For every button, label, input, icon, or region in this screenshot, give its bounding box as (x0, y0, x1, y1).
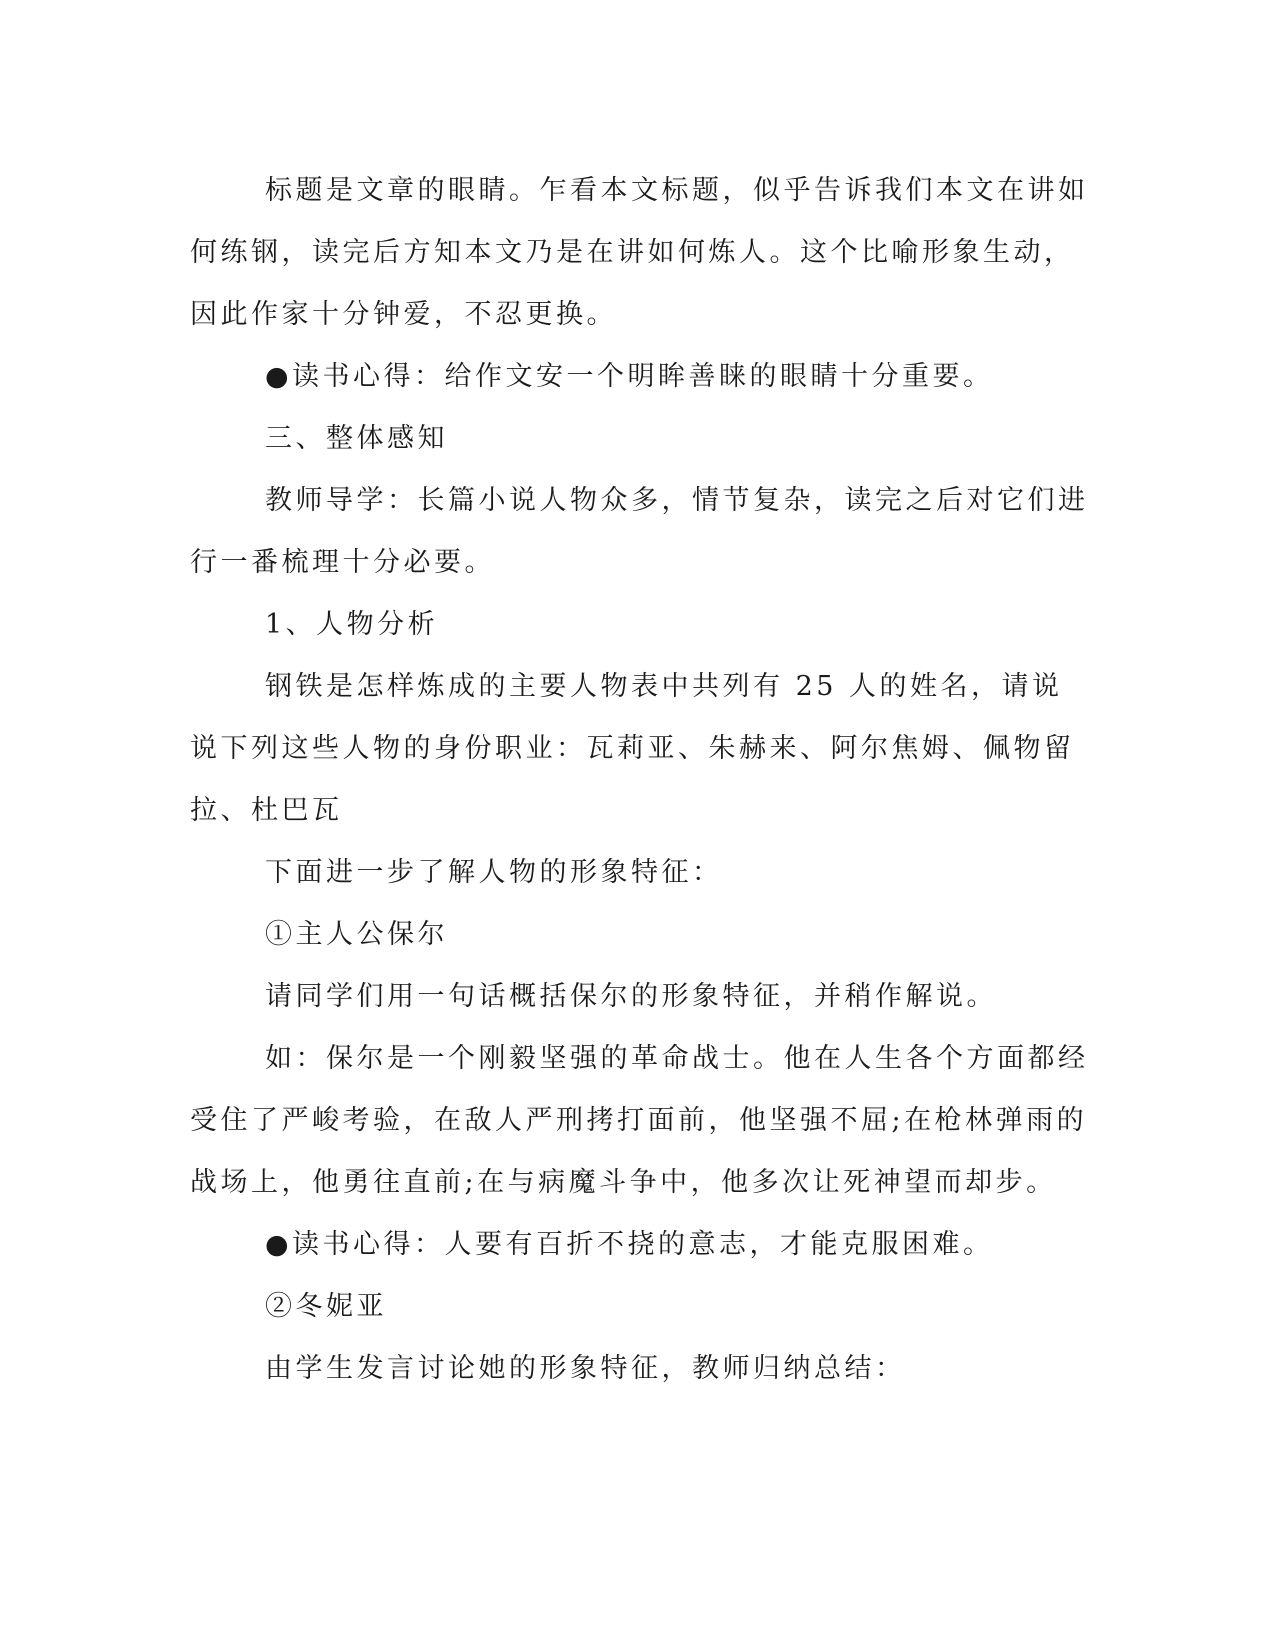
item-heading-tonya: ②冬妮亚 (265, 1291, 387, 1322)
subheading-character-analysis: 1、人物分析 (265, 609, 439, 640)
paragraph-reading-note-1: ●读书心得：给作文安一个明眸善睐的眼睛十分重要。 (265, 361, 994, 392)
paragraph-title-metaphor: 标题是文章的眼睛。乍看本文标题，似乎告诉我们本文在讲如何练钢，读完后方知本文乃是在讲如何炼人。这个比喻形象生动，因此作家十分钟爱，不忍更换。 (190, 175, 1089, 330)
section-heading-overall: 三、整体感知 (265, 423, 448, 454)
paragraph-paul-prompt: 请同学们用一句话概括保尔的形象特征，并稍作解说。 (265, 981, 997, 1012)
paragraph-teacher-guide: 教师导学：长篇小说人物众多，情节复杂，读完之后对它们进行一番梳理十分必要。 (190, 485, 1089, 578)
paragraph-tonya-prompt: 由学生发言讨论她的形象特征，教师归纳总结： (265, 1353, 906, 1384)
item-heading-paul: ①主人公保尔 (265, 919, 448, 950)
document-body (190, 160, 1090, 1400)
paragraph-reading-note-2: ●读书心得：人要有百折不挠的意志，才能克服困难。 (265, 1229, 994, 1260)
paragraph-paul-example: 如：保尔是一个刚毅坚强的革命战士。他在人生各个方面都经受住了严峻考验，在敌人严刑拷打面前，他坚强不屈;在枪林弹雨的战场上，他勇往直前;在与病魔斗争中，他多次让死神望而却步。 (190, 1043, 1089, 1198)
paragraph-further-intro: 下面进一步了解人物的形象特征： (265, 857, 723, 888)
paragraph-character-list: 钢铁是怎样炼成的主要人物表中共列有 25 人的姓名，请说说下列这些人物的身份职业：瓦莉亚、朱赫来、阿尔焦姆、佩物留拉、杜巴瓦 (190, 671, 1075, 826)
